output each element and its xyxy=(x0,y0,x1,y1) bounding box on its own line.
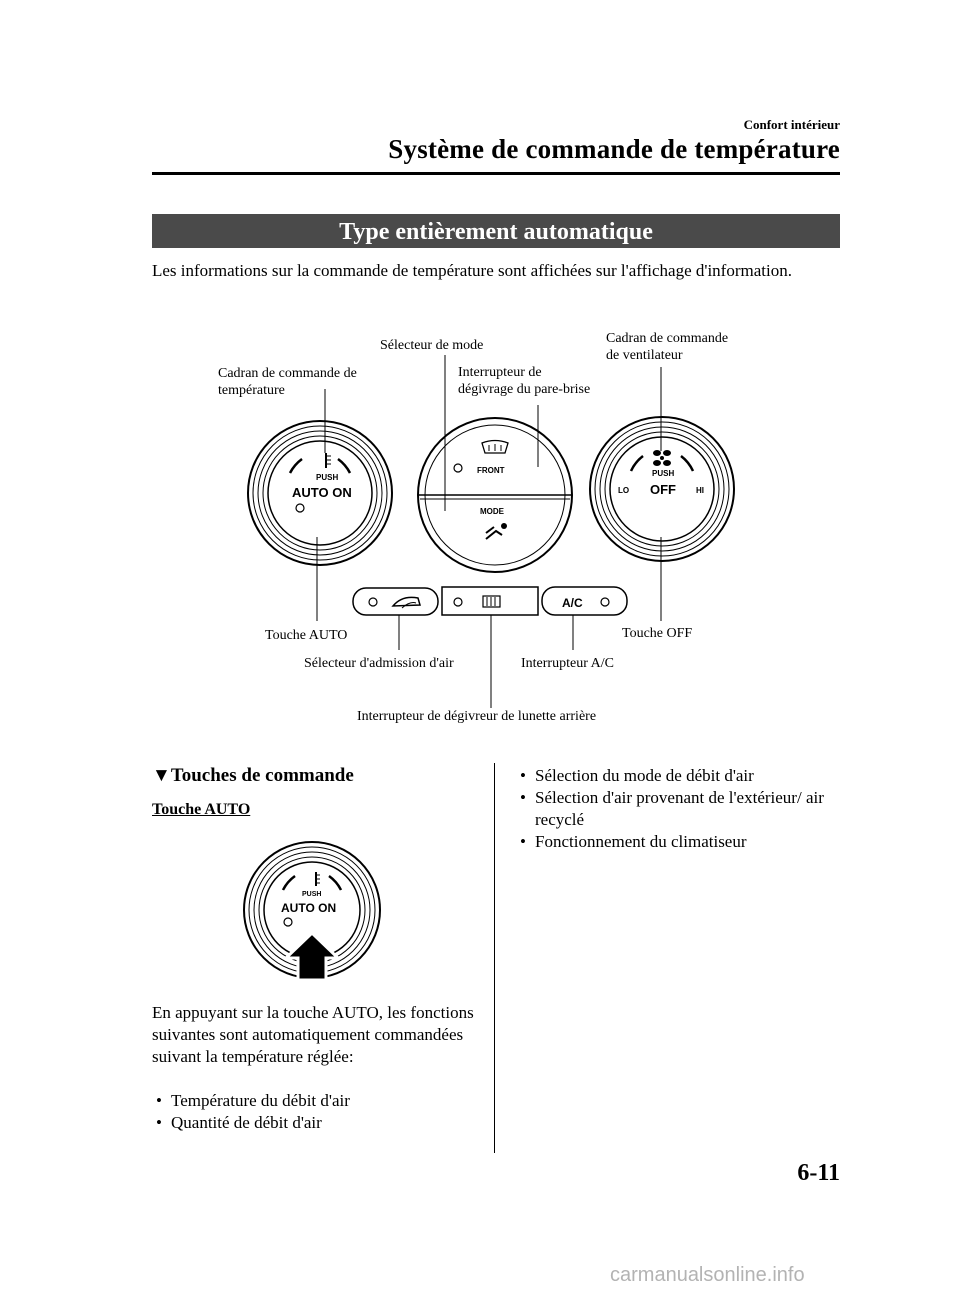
column-divider xyxy=(494,763,495,1153)
auto-button-illustration xyxy=(240,840,390,995)
list-item: • Fonctionnement du climatiseur xyxy=(516,831,846,853)
label-mode-selector: Sélecteur de mode xyxy=(380,338,484,353)
intro-text: Les informations sur la commande de température sont affichées sur l'affichage d'information. xyxy=(152,261,792,280)
push-text: PUSH xyxy=(302,891,322,898)
off-text: OFF xyxy=(650,482,676,497)
watermark: carmanualsonline.info xyxy=(610,1264,805,1286)
triangle-down-icon: ▼ xyxy=(152,765,171,786)
auto-on-text: AUTO ON xyxy=(292,485,352,500)
controls-subheading: Touche AUTO xyxy=(152,801,251,818)
section-banner: Type entièrement automatique xyxy=(152,214,840,248)
label-rear-defrost: Interrupteur de dégivreur de lunette arrière xyxy=(357,709,597,724)
push-text: PUSH xyxy=(316,473,339,482)
label-temperature-dial: Cadran de commande de température xyxy=(218,366,357,398)
front-text: FRONT xyxy=(477,466,505,475)
auto-functions-list-right xyxy=(516,765,846,853)
header-rule xyxy=(152,172,840,175)
mode-text: MODE xyxy=(480,507,504,516)
controls-heading: ▼Touches de commande xyxy=(152,765,354,786)
chapter-label: Confort intérieur xyxy=(743,117,840,132)
bottom-button-row xyxy=(353,587,627,615)
label-ac-switch: Interrupteur A/C xyxy=(521,656,614,671)
label-auto-button: Touche AUTO xyxy=(265,628,348,643)
auto-on-text: AUTO ON xyxy=(281,901,337,915)
temperature-dial xyxy=(248,421,392,565)
controls-paragraph: En appuyant sur la touche AUTO, les fonctions suivantes sont automatiquement commandées suivant la température réglée: xyxy=(152,1003,474,1066)
label-air-intake: Sélecteur d'admission d'air xyxy=(304,656,454,671)
list-item: • Sélection du mode de débit d'air xyxy=(516,765,846,787)
auto-functions-list-left xyxy=(152,1090,482,1134)
list-item: • Quantité de débit d'air xyxy=(152,1112,482,1134)
label-fan-dial: Cadran de commande de ventilateur xyxy=(606,331,729,363)
hi-text: HI xyxy=(696,486,704,495)
ac-text: A/C xyxy=(562,596,583,610)
page-title: Système de commande de température xyxy=(388,134,840,164)
list-item: • Température du débit d'air xyxy=(152,1090,482,1112)
page-number: 6-11 xyxy=(797,1160,840,1186)
label-off-button: Touche OFF xyxy=(622,626,693,641)
list-item: • Sélection d'air provenant de l'extérieur/ air recyclé xyxy=(516,787,846,831)
mode-selector-dial xyxy=(418,418,572,572)
lo-text: LO xyxy=(618,486,630,495)
label-windshield-defrost: Interrupteur de dégivrage du pare-brise xyxy=(458,365,591,397)
auto-indicator xyxy=(296,504,304,512)
fan-dial xyxy=(590,417,734,561)
fan-push-text: PUSH xyxy=(652,469,675,478)
